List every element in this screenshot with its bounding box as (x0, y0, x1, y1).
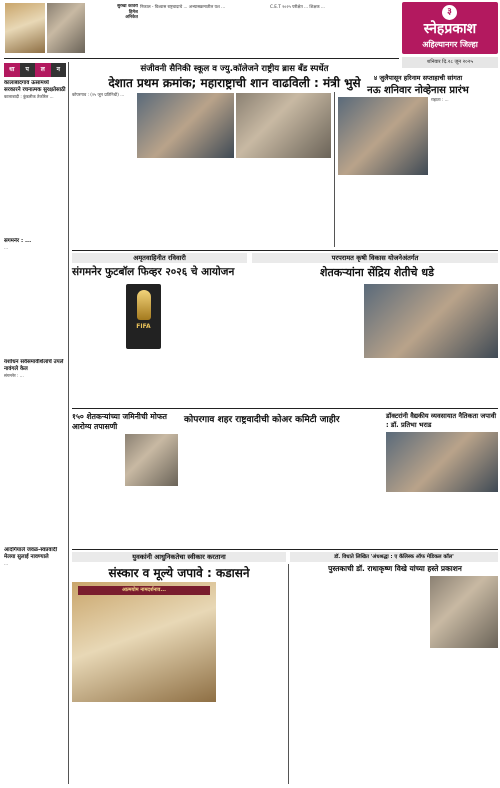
story-nine-body-2 (361, 576, 427, 784)
newspaper-subtitle: अहिल्यानगर जिल्हा (422, 40, 478, 49)
story-one-body: कोपरगाव : (२५ जून प्रतिनिधी) ... (72, 92, 125, 97)
story-four-body-2 (321, 284, 361, 406)
band-left-label: अमृतवाहिनीत रविवारी (72, 253, 247, 263)
story-three-body-2 (164, 282, 204, 404)
newspaper-name: स्नेहप्रकाश (423, 21, 477, 37)
story-one-photo-2 (236, 93, 331, 158)
story-nine-photo (430, 576, 498, 648)
story-one-body-4 (267, 161, 331, 246)
story-one-body-3 (202, 161, 264, 246)
story-seven-photo (386, 432, 498, 492)
story-nine-body-1 (292, 576, 358, 784)
top-snippet-a: निकाल - विश्वास राष्ट्रवादाचे ... अभ्यासक्रमातील यश ... (140, 4, 226, 9)
story-nine-headline: पुस्तकाची डॉ. राधाकृष्ण विखे यांच्या हस्ते प्रकाशन (328, 564, 462, 573)
top-names: सुरेखा कावेरी हिमेश अनिकेत (117, 4, 138, 21)
story-five-photo (125, 434, 178, 486)
story-six-headline: कोपरगाव शहर राष्ट्रवादीची कोअर कमिटी जाहीर (184, 415, 340, 425)
band-left2-label: युवकांनी आधुनिकतेचा स्वीकार करताना (72, 552, 286, 562)
story-seven-body-1 (386, 495, 441, 547)
band-right-label: परपरामत कृषी विकास योजनेअंतर्गत (252, 253, 498, 263)
left-item-title: आदोर्गयाले जवळ-स्वप्रवादी मेलया सुलाई नावण्याले (4, 547, 58, 560)
left-item-body: ... (4, 245, 8, 250)
story-two-headline: नऊ शनिवार नोव्हेनास प्रारंभ (367, 85, 469, 96)
story-five-headline: १५० शेतकऱ्यांच्या जमिनीची मोफत आरोग्य तपासणी (72, 412, 167, 431)
section-divider (72, 408, 498, 409)
story-four-body-3 (364, 361, 430, 406)
story-nine-body-3 (430, 651, 498, 784)
story-six-body-2 (249, 426, 311, 546)
story-one-body-2 (137, 161, 199, 246)
page-number: ३ (442, 5, 457, 20)
trophy-icon (137, 290, 151, 320)
masthead (402, 2, 498, 54)
story-five-body-1 (72, 434, 122, 546)
left-column-logo: धा प ल न (4, 63, 66, 77)
story-four-headline: शेतकऱ्यांना सेंद्रिय शेतीचे धडे (319, 266, 434, 279)
band-divider (72, 250, 498, 251)
story-four-photo (364, 284, 498, 358)
top-snippet-b: C.E.T २०२५ परीक्षेत ... शिक्षक ... (270, 4, 325, 9)
top-divider (4, 58, 399, 59)
fifa-trophy-logo: FIFA (126, 284, 161, 349)
story-eight-banner: आत्मयोम नामदर्शनाव... (78, 586, 210, 595)
story-eight-photo (72, 582, 216, 702)
story-three-body-1 (72, 282, 124, 404)
story-eight-body-4 (218, 705, 286, 783)
left-item-body: ... (4, 561, 8, 566)
story-two-body: राहाता : ... (431, 97, 449, 102)
story-four-body-4 (432, 361, 498, 406)
band-divider (72, 549, 498, 550)
column-divider (334, 92, 335, 247)
column-divider (68, 62, 69, 784)
story-seven-headline: डॉक्टरांनी वैद्यकीय व्यवसायात नैतिकता जपावी : डॉ. प्रतिभा भराड (386, 412, 497, 429)
story-one-headline: देशात प्रथम क्रमांक; महाराष्ट्राची शान वाढविली : मंत्री भुसे (108, 76, 361, 90)
student-photo-2 (47, 3, 85, 53)
story-six-body-3 (314, 426, 380, 546)
student-photo-1 (5, 3, 45, 53)
left-item-title: कालाबादगाव ऊसामध्ये सरकारने रचनात्मक सुरक्षतेसाठी (4, 80, 66, 93)
story-three-body-3 (206, 282, 250, 404)
left-column (4, 80, 66, 785)
story-six-body-1 (184, 426, 246, 546)
left-item-title: यशोधन सर्वसमावेशिलांचे उपले नावंगले केल (4, 359, 64, 372)
story-eight-headline: संस्कार व मूल्ये जपावे : कडासने (108, 566, 250, 580)
story-eight-body-3 (145, 705, 215, 783)
story-one-kicker: संजीवनी सैनिकी स्कूल व ज्यु.कॉलेजने राष्ट्रीय ब्रास बँड स्पर्धेत (140, 64, 329, 74)
column-divider (288, 564, 289, 784)
story-two-body-2 (338, 178, 428, 248)
story-eight-body-1 (219, 582, 286, 702)
story-five-body-2 (125, 489, 178, 546)
story-one-photo-1 (137, 93, 234, 158)
story-four-body-1 (256, 284, 318, 406)
story-eight-body-2 (72, 705, 142, 783)
left-item-title: संगमनेर : ... (4, 238, 32, 244)
issue-date: शनिवार दि.२८ जून २०२५ (402, 57, 498, 68)
story-two-kicker: ४ जुलैपासून हरिनाम सप्ताहाची सांगता (373, 74, 463, 82)
story-seven-body-2 (443, 495, 498, 547)
story-three-headline: संगमनेर फुटबॉल फिव्हर २०२६ चे आयोजन (72, 266, 235, 278)
left-item-body: कालाबादी : कुंडलीक तेकोरेल ... (4, 94, 54, 99)
band-right2-label: डॉ. विधाते लिखित 'अंधश्रद्धा : ए कॅलिस्क ऑफ मेडिकल कॉल' (290, 552, 498, 562)
story-two-photo (338, 97, 428, 175)
left-item-body: संगमनेर : ... (4, 373, 24, 378)
